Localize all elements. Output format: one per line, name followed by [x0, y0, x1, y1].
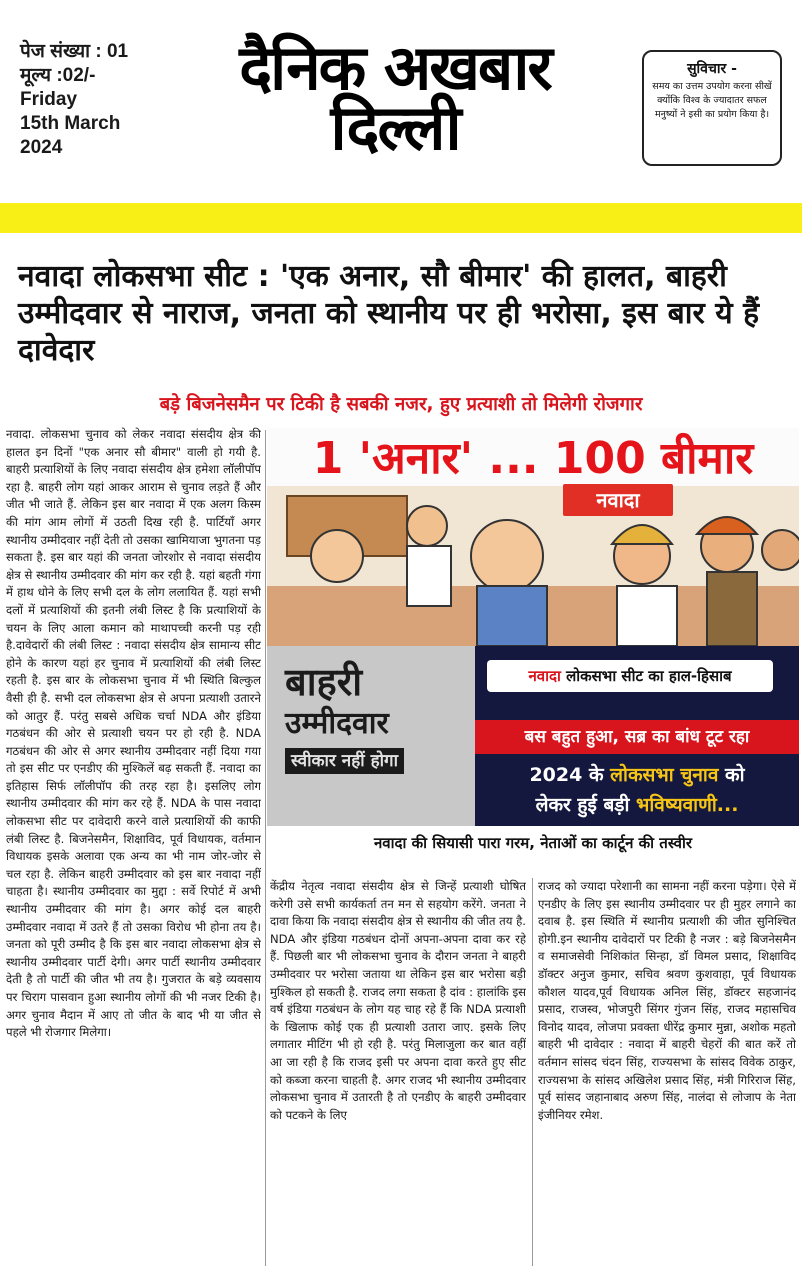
year: 2024: [20, 137, 63, 158]
quote-title: सुविचार -: [687, 61, 737, 77]
graphic-line-3: [475, 760, 799, 824]
graphic-line-1-red: नवादा: [528, 667, 561, 685]
page-number: पेज संख्या : 01: [20, 41, 129, 62]
cartoon-drawing: [267, 486, 799, 646]
sign-word-swikar: स्वीकार नहीं होगा: [285, 748, 404, 774]
article-image: [267, 428, 799, 826]
graphic-line-4b: भविष्यवाणी...: [636, 794, 739, 816]
cartoon-illustration: [267, 486, 799, 646]
graphic-line-3b: लोकसभा चुनाव: [610, 764, 719, 786]
graphic-line-3c: को: [718, 764, 745, 786]
graphic-line-1: [487, 660, 773, 692]
article-column-middle: [270, 878, 526, 1268]
image-protest-sign: [267, 646, 475, 826]
quote-text: समय का उत्तम उपयोग करना सीखें क्योंकि विश्व के ज्यादातर सफल मनुष्यों ने इसी का प्रयोग किया है।: [652, 81, 772, 120]
thought-of-the-day-box: [642, 50, 782, 166]
sign-word-ummidvar: उम्मीदवार: [285, 706, 389, 741]
column-divider-1: [265, 430, 266, 1266]
image-banner-text: 1 'अनार' ... 100 बीमार: [312, 433, 754, 484]
date: 15th March: [20, 113, 121, 134]
main-headline: नवादा लोकसभा सीट : 'एक अनार, सौ बीमार' की हालत, बाहरी उम्मीदवार से नाराज, जनता को स्थानीय पर ही भरोसा, इस बार ये हैं दावेदार: [18, 259, 760, 368]
edition-info: [20, 40, 180, 160]
graphic-line-2: बस बहुत हुआ, सब्र का बांध टूट रहा: [475, 720, 799, 754]
article-text-middle: केंद्रीय नेतृत्व नवादा संसदीय क्षेत्र से जिन्हें प्रत्याशी घोषित करेगी उसे सभी कार्यकर्ता तन मन से सहयोग करेंगे. जनता ने दावा किया कि नवादा संसदीय क्षेत्र से स्थानीय की जीत तय है. NDA और इंडिया गठबंधन दोनों अपना-अपना दावा कर रहे हैं. पिछली बार भी लोकसभा चुनाव के दौरान जनता ने बाहरी उम्मीदवार पर भरोसा जताया था लेकिन इस बार भरोसा बड़ी मुश्किल हो सकती है. राजद लगा सकता है दांव : हालांकि इस वर्ष इंडिया गठबंधन के लोग यह चाह रहे हैं कि NDA प्रत्याशी के खिलाफ कोई एक ही प्रत्याशी उतारा जाए. इसके लिए लगातार मीटिंग भी हो रही है. परंतु मिलाजुला कर बात वहीं आ जा रही है कि राजद इसी पर अपना दावा करते हुए सीट को कब्जा करना चाहती है. अगर राजद भी स्थानीय उम्मीदवार लोकसभा चुनाव में उतारती है तो एनडीए के बाहरी उम्मीदवार को पटकने के लिए: [270, 879, 526, 1122]
article-text-right: राजद को ज्यादा परेशानी का सामना नहीं करना पड़ेगा। ऐसे में एनडीए के लिए इस स्थानीय उम्मीदवार पर ही मुहर लगाने का दवाब है. इस स्थिति में स्थानीय प्रत्याशी की जीत सुनिश्चित होगी.इन स्थानीय दावेदारों पर टिकी है नजर : बड़े बिजनेसमैन व समाजसेवी निशिकांत सिन्हा, डॉ विमल प्रसाद, शिक्षाविद डॉक्टर अनुज कुमार, सचिव श्रवण कुशवाहा, पूर्व विधायक कौशल यादव,पूर्व विधायक अनिल सिंह, डॉक्टर सहजानंद प्रसाद, राजस्व, भोजपुरी सिंगर गुंजन सिंह, राजद महासचिव विनोद यादव, लोजपा प्रवक्ता धीरेंद्र कुमार मुन्ना, अशोक महतो बाहरी भी दावेदार : नवादा में बाहरी चेहरों की बात करें तो वर्तमान सांसद चंदन सिंह, राज्यसभा के सांसद विवेक ठाकुर, राज्यसभा के सांसद अखिलेश प्रसाद सिंह, मंत्री गिरिराज सिंह, पूर्व सांसद जहानाबाद अरुण सिंह, नालंदा से लोजाप के नेता इंजीनियर रमेश.: [538, 879, 796, 1122]
masthead-line2: दिल्ली: [330, 91, 460, 164]
masthead-line1: दैनिक अखबार: [239, 31, 551, 104]
masthead: [205, 31, 585, 164]
image-caption: नवादा की सियासी पारा गरम, नेताओं का कार्टून की तस्वीर: [373, 834, 693, 852]
weekday: Friday: [20, 89, 78, 110]
article-column-right: [538, 878, 796, 1268]
image-top-panel: [267, 428, 799, 646]
article-text-left: नवादा. लोकसभा चुनाव को लेकर नवादा संसदीय क्षेत्र की हालत इन दिनों "एक अनार सौ बीमार" वाली हो गयी है. बाहरी प्रत्याशियों के लिए नवादा संसदीय क्षेत्र हमेशा लॉलीपॉप रहा है. बाहरी लोग यहां आकर आराम से चुनाव लड़ते हैं और जीत भी जाते हैं. लेकिन इस बार नवादा में एक अलग किस्म की मांग आम लोगों में उठती दिख रही है. पार्टियाँ अगर स्थानीय उम्मीदवार नहीं देती तो उसका खामियाजा भुगतना पड़ सकता है. इस बार यहां की जनता जोरशोर से नवादा संसदीय क्षेत्र से स्थानीय उम्मीदवार की मांग कर रही है. यहां बहती गंगा में हाथ धोने के लिए सभी दल के लोग ललायित हैं. यहां सभी दलों में प्रत्याशियों की इतनी लंबी लिस्ट है कि प्रत्याशियों के चयन के लिए आला कमान को माथापच्ची करनी पड़ रही है.दावेदारों की लंबी लिस्ट : नवादा संसदीय क्षेत्र सामान्य सीट होने के कारण यहां हर चुनाव में प्रत्याशियों की लंबी लिस्ट रहती है. इस बार के लोकसभा चुनाव में भी स्थिति बिल्कुल वैसी ही है. सभी दल लोकसभा क्षेत्र से अपना प्रत्याशी उतारने को आतुर हैं. परंतु सबसे अधिक चर्चा NDA और इंडिया गठबंधन की ओर से प्रत्याशी चयन पर हो रही है. NDA गठबंधन की ओर से अगर स्थानीय उम्मीदवार नहीं दिया गया तो इस सीट पर एनडीए की मुश्किलें बढ़ सकती हैं. नवादा का इतिहास सिर्फ लॉलीपॉप की तरह रहा है। इसलिए लोग स्थानीय उम्मीदवार की मांग कर रहे हैं. NDA के पास नवादा लोकसभा सीट पर दावेदारी करने वाले प्रत्याशियों की काफी लंबी लिस्ट है. बिजनेसमैन, शिक्षाविद, पूर्व विधायक, वर्तमान विधायक इसके अलावा एक अन्य का भी नाम जोर-जोर से चल रहा है. लेकिन बाहरी उम्मीदवार को इस बार नवादा नहीं चाहता है। स्थानीय उम्मीदवार का मुद्दा : सर्वे रिपोर्ट में अभी स्थानीय उम्मीदवार की मांग है। अगर कोई दल बाहरी उम्मीदवार नवादा में उतरे हैं तो उसका विरोध भी होना तय है। जनता को पूरी उम्मीद है कि इस बार नवादा लोकसभा क्षेत्र से स्थानीय उम्मीदवार पार्टी देगी। अगर पार्टी स्थानीय उम्मीदवार देती है तो पार्टी की जीत भी तय है। गुजरात के बड़े व्यवसाय पर चिराग पासवान हुआ स्थानीय लोगों की भी नजर टिकी है। अगर चुनाव मैदान में आए तो जीत के बाद भी या जीत से पहले भी रोजगार मिलेगा।: [6, 427, 261, 1040]
yellow-divider-band: [0, 203, 802, 233]
image-nawada-tag: नवादा: [563, 484, 673, 516]
graphic-line-4a: लेकर हुई बड़ी: [535, 794, 637, 816]
price: मूल्य :02/-: [20, 65, 96, 86]
article-column-left: [6, 426, 261, 1266]
image-news-graphic: [475, 646, 799, 826]
graphic-line-1-rest: लोकसभा सीट का हाल-हिसाब: [560, 667, 732, 685]
graphic-line-3a: 2024 के: [529, 764, 611, 786]
sub-headline: बड़े बिजनेसमैन पर टिकी है सबकी नजर, हुए प्रत्याशी तो मिलेगी रोजगार: [159, 394, 643, 415]
column-divider-2: [532, 878, 533, 1266]
sign-word-bahari: बाहरी: [285, 660, 363, 704]
